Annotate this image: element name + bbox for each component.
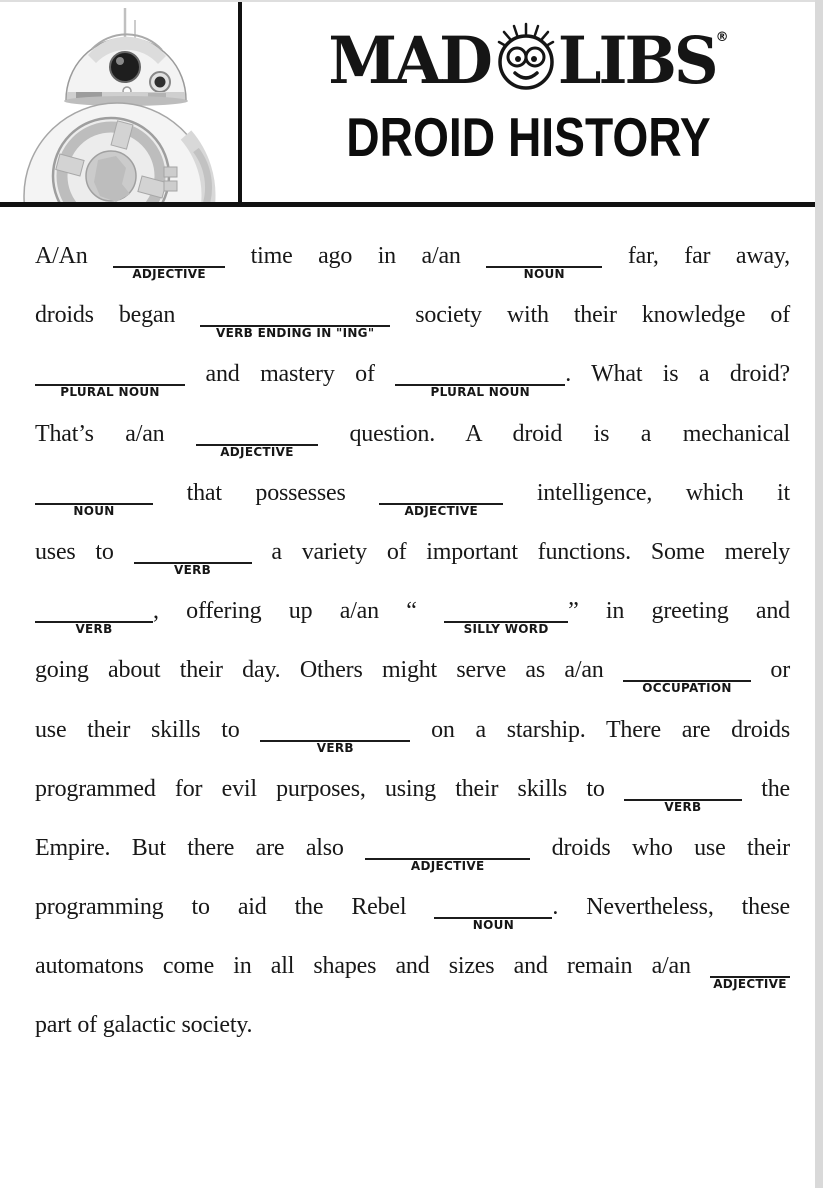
story-text: and mastery of [205, 361, 375, 388]
blank-label: SILLY WORD [463, 622, 549, 637]
story-text: Empire. But there are also [35, 834, 344, 861]
blank-verb-ending-in-ing[interactable] [200, 319, 390, 341]
story-text: a variety of important functions. Some merely [271, 538, 791, 565]
story-text: . What is a droid? [565, 361, 790, 388]
blank-label: VERB [664, 799, 702, 814]
blank-adjective[interactable] [196, 438, 318, 459]
blank-label: VERB [316, 740, 354, 755]
header-right [242, 0, 815, 202]
blank-label: ADJECTIVE [713, 977, 787, 992]
story-line [35, 776, 790, 835]
story-text: That’s a/an [35, 420, 165, 447]
blank-label: ADJECTIVE [410, 858, 485, 873]
blank-label: VERB [174, 562, 212, 577]
blank-label: NOUN [73, 503, 115, 518]
story-line [35, 302, 790, 361]
blank-adjective[interactable] [710, 970, 790, 992]
blank-adjective[interactable] [365, 852, 530, 873]
story-line [35, 1012, 790, 1071]
story-text: intelligence, which it [536, 479, 790, 506]
blank-noun[interactable] [434, 911, 552, 933]
story-text: ” in greeting and [568, 598, 790, 625]
story-line [35, 243, 790, 302]
page-edge-right [815, 0, 823, 1188]
blank-noun[interactable] [35, 497, 153, 518]
blank-noun[interactable] [486, 260, 602, 281]
logo-mad: MAD [328, 22, 490, 99]
blank-label: NOUN [472, 918, 515, 933]
story-text: use their skills to [35, 716, 240, 743]
blank-verb[interactable] [624, 793, 742, 814]
story-text: society with their knowledge of [415, 302, 790, 329]
story-line [35, 717, 790, 776]
blank-plural-noun[interactable] [35, 378, 185, 400]
story-text: far, far away, [627, 243, 790, 269]
blank-label: OCCUPATION [642, 681, 732, 696]
blank-silly-word[interactable] [444, 615, 568, 637]
blank-label: ADJECTIVE [220, 444, 294, 459]
smiley-face-icon [496, 22, 556, 94]
madlibs-logo [242, 22, 815, 100]
logo-libs: LIBS [557, 22, 716, 99]
header-divider [238, 0, 242, 202]
blank-verb[interactable] [260, 734, 410, 755]
bb8-droid-image [0, 0, 238, 202]
story-text: droids who use their [551, 834, 790, 861]
blank-label: NOUN [523, 267, 565, 281]
story-line [35, 539, 790, 598]
story-text: question. A droid is a mechanical [349, 420, 791, 447]
story-text: automatons come in all shapes and sizes and remain a/an [35, 953, 691, 980]
blank-occupation[interactable] [623, 674, 751, 696]
blank-label: VERB ENDING IN "ING" [216, 326, 375, 341]
story-text: . Nevertheless, these [552, 894, 790, 921]
story-text: programming to aid the Rebel [35, 894, 407, 921]
blank-label: PLURAL NOUN [430, 385, 530, 400]
blank-label: VERB [75, 622, 113, 637]
story-text: droids began [35, 302, 176, 329]
blank-verb[interactable] [134, 556, 252, 577]
story-text: the [761, 775, 790, 802]
story-line [35, 421, 790, 480]
registered-mark-icon: ® [715, 30, 729, 45]
blank-adjective[interactable] [113, 260, 225, 281]
story-text: that possesses [186, 479, 346, 506]
story-line [35, 480, 790, 539]
blank-adjective[interactable] [379, 497, 503, 518]
blank-label: ADJECTIVE [404, 503, 478, 518]
story-text: part of galactic society. [35, 1012, 253, 1039]
blank-label: PLURAL NOUN [60, 385, 160, 400]
blank-label: ADJECTIVE [132, 267, 206, 281]
header-rule [0, 202, 815, 207]
header [0, 0, 815, 207]
story-line [35, 835, 790, 894]
story-text: time ago in a/an [250, 243, 461, 269]
story-text: A/An [35, 243, 88, 269]
story-text: , offering up a/an “ [153, 598, 417, 625]
page-edge-top [0, 0, 823, 2]
story-line [35, 953, 790, 1012]
story-text: uses to [35, 538, 114, 565]
story-line [35, 361, 790, 420]
story-line [35, 598, 790, 657]
page-title: DROID HISTORY [346, 106, 711, 168]
story [35, 243, 790, 1072]
story-text: programmed for evil purposes, using their skills to [35, 775, 605, 802]
story-line [35, 657, 790, 716]
story-text: going about their day. Others might serve as a/an [35, 657, 604, 684]
blank-plural-noun[interactable] [395, 378, 565, 400]
story-text: or [770, 657, 790, 684]
bb8-droid-illustration [0, 0, 238, 202]
story-text: on a starship. There are droids [431, 716, 790, 743]
story-line [35, 894, 790, 953]
blank-verb[interactable] [35, 615, 153, 637]
